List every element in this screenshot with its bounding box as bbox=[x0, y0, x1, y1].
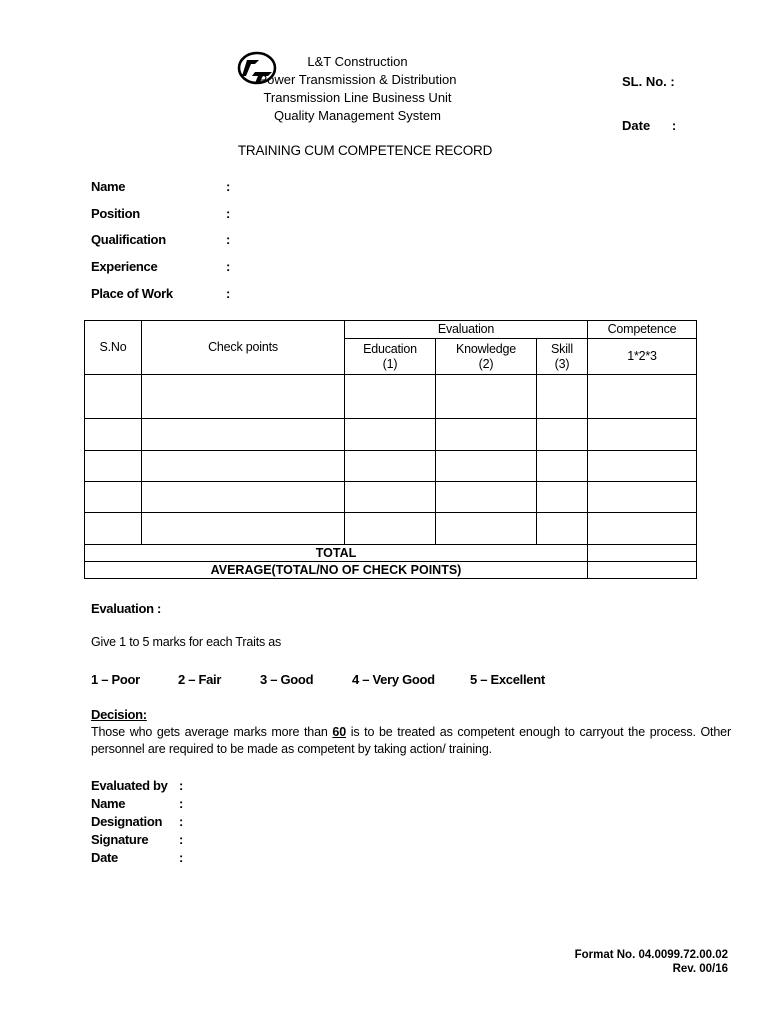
signoff-label-signature: Signature bbox=[91, 832, 149, 847]
scale-excellent: 5 – Excellent bbox=[470, 672, 545, 687]
document-title: TRAINING CUM COMPETENCE RECORD bbox=[237, 143, 493, 158]
cell-competence[interactable] bbox=[588, 482, 697, 513]
cell-competence[interactable] bbox=[588, 513, 697, 545]
info-colon: : bbox=[226, 232, 231, 247]
competence-formula: 1*2*3 bbox=[588, 339, 697, 375]
business-unit-name: Transmission Line Business Unit bbox=[263, 90, 452, 105]
education-weight: (1) bbox=[382, 356, 398, 371]
cell-sno[interactable] bbox=[85, 451, 142, 482]
skill-weight: (3) bbox=[554, 356, 570, 371]
competence-header: Competence bbox=[588, 321, 697, 339]
average-label: AVERAGE(TOTAL/NO OF CHECK POINTS) bbox=[85, 562, 588, 579]
cell-sno[interactable] bbox=[85, 482, 142, 513]
decision-label: Decision: bbox=[91, 707, 147, 722]
cell-sno[interactable] bbox=[85, 375, 142, 419]
cell-education[interactable] bbox=[345, 451, 436, 482]
cell-checkpoint[interactable] bbox=[142, 375, 345, 419]
evaluation-header: Evaluation bbox=[345, 321, 588, 339]
signoff-colon: : bbox=[179, 778, 184, 793]
cell-competence[interactable] bbox=[588, 375, 697, 419]
table-row bbox=[85, 513, 697, 545]
cell-skill[interactable] bbox=[537, 513, 588, 545]
cell-competence[interactable] bbox=[588, 419, 697, 451]
scale-poor: 1 – Poor bbox=[91, 672, 140, 687]
info-colon: : bbox=[226, 179, 231, 194]
knowledge-header bbox=[436, 339, 537, 375]
education-header bbox=[345, 339, 436, 375]
cell-knowledge[interactable] bbox=[436, 419, 537, 451]
table-row bbox=[85, 375, 697, 419]
cell-checkpoint[interactable] bbox=[142, 482, 345, 513]
division-name: Power Transmission & Distribution bbox=[258, 72, 457, 87]
info-colon: : bbox=[226, 259, 231, 274]
decision-text bbox=[91, 724, 731, 758]
cell-knowledge[interactable] bbox=[436, 375, 537, 419]
decision-threshold: 60 bbox=[332, 725, 346, 739]
info-colon: : bbox=[226, 206, 231, 221]
cell-knowledge[interactable] bbox=[436, 451, 537, 482]
sl-no-label: SL. No. : bbox=[622, 74, 675, 89]
table-row bbox=[85, 451, 697, 482]
cell-sno[interactable] bbox=[85, 419, 142, 451]
company-name: L&T Construction bbox=[307, 54, 408, 69]
scale-fair: 2 – Fair bbox=[178, 672, 222, 687]
system-name: Quality Management System bbox=[274, 108, 441, 123]
sno-header: S.No bbox=[85, 321, 142, 375]
education-label: Education bbox=[363, 341, 417, 356]
table-row bbox=[85, 419, 697, 451]
knowledge-label: Knowledge bbox=[455, 341, 517, 356]
signoff-colon: : bbox=[179, 796, 184, 811]
date-label: Date : bbox=[622, 118, 677, 133]
info-label-name: Name bbox=[91, 179, 126, 194]
cell-education[interactable] bbox=[345, 375, 436, 419]
info-label-experience: Experience bbox=[91, 259, 158, 274]
signoff-label-date: Date bbox=[91, 850, 118, 865]
decision-text-after: is to be treated as competent enough to carryout the process. Other personnel are required to be made as competent by taking action/ training. bbox=[91, 725, 731, 756]
cell-education[interactable] bbox=[345, 482, 436, 513]
cell-skill[interactable] bbox=[537, 375, 588, 419]
average-value-cell[interactable] bbox=[588, 562, 697, 579]
signoff-colon: : bbox=[179, 832, 184, 847]
total-label: TOTAL bbox=[85, 545, 588, 562]
table-row bbox=[85, 482, 697, 513]
cell-skill[interactable] bbox=[537, 451, 588, 482]
competence-table bbox=[84, 320, 697, 579]
decision-text-before: Those who gets average marks more than bbox=[91, 725, 333, 739]
cell-knowledge[interactable] bbox=[436, 482, 537, 513]
skill-label: Skill bbox=[551, 341, 573, 356]
cell-checkpoint[interactable] bbox=[142, 513, 345, 545]
cell-skill[interactable] bbox=[537, 419, 588, 451]
cell-competence[interactable] bbox=[588, 451, 697, 482]
evaluation-label: Evaluation : bbox=[91, 601, 162, 616]
signoff-label-designation: Designation bbox=[91, 814, 163, 829]
cell-skill[interactable] bbox=[537, 482, 588, 513]
cell-education[interactable] bbox=[345, 513, 436, 545]
signoff-label-evaluated-by: Evaluated by bbox=[91, 778, 168, 793]
info-colon: : bbox=[226, 286, 231, 301]
info-label-position: Position bbox=[91, 206, 140, 221]
skill-header bbox=[537, 339, 588, 375]
format-number: Format No. 04.0099.72.00.02 bbox=[574, 949, 728, 961]
checkpoints-header: Check points bbox=[142, 321, 345, 375]
knowledge-weight: (2) bbox=[478, 356, 494, 371]
info-label-qualification: Qualification bbox=[91, 232, 166, 247]
scale-good: 3 – Good bbox=[260, 672, 314, 687]
info-label-place-of-work: Place of Work bbox=[91, 286, 173, 301]
cell-knowledge[interactable] bbox=[436, 513, 537, 545]
cell-sno[interactable] bbox=[85, 513, 142, 545]
evaluation-instruction: Give 1 to 5 marks for each Traits as bbox=[91, 635, 282, 649]
total-value-cell[interactable] bbox=[588, 545, 697, 562]
cell-checkpoint[interactable] bbox=[142, 451, 345, 482]
signoff-colon: : bbox=[179, 850, 184, 865]
cell-education[interactable] bbox=[345, 419, 436, 451]
signoff-label-name: Name bbox=[91, 796, 126, 811]
cell-checkpoint[interactable] bbox=[142, 419, 345, 451]
scale-very-good: 4 – Very Good bbox=[352, 672, 435, 687]
signoff-colon: : bbox=[179, 814, 184, 829]
revision-number: Rev. 00/16 bbox=[672, 963, 728, 975]
